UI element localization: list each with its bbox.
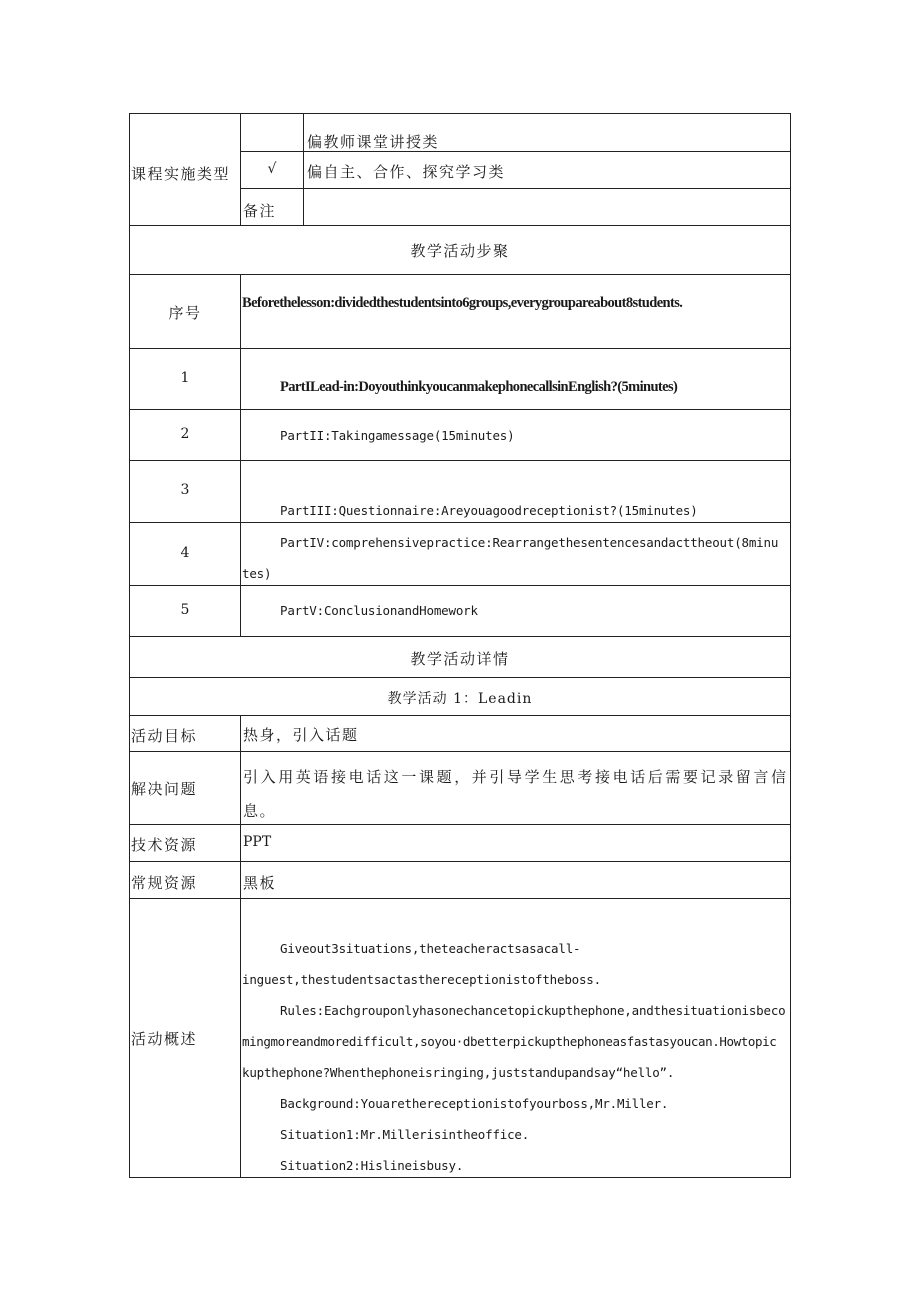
- step-5-number: 5: [180, 602, 190, 618]
- step-3-text: PartIII:Questionnaire:Areyouagoodreceptionist?(15minutes): [280, 503, 698, 518]
- regular-resource-label: 常规资源: [131, 874, 198, 892]
- table-border-left: [129, 113, 130, 1178]
- problem-value-line2: 息。: [243, 802, 277, 820]
- steps-intro: Beforethelesson:dividedthestudentsinto6groups,everygroupareabout8students.: [242, 295, 683, 311]
- goal-label: 活动目标: [131, 727, 198, 745]
- divider: [129, 274, 791, 275]
- problem-value-line1: 引入用英语接电话这一课题，并引导学生思考接电话后需要记录留言信: [243, 768, 789, 786]
- overview-line: Situation2:Hislineisbusy.: [280, 1158, 464, 1173]
- overview-line: Situation1:Mr.Millerisintheoffice.: [280, 1127, 530, 1142]
- remark-label: 备注: [243, 202, 277, 220]
- step-2-text: PartII:Takingamessage(15minutes): [280, 428, 515, 443]
- tech-resource-label: 技术资源: [131, 836, 198, 854]
- overview-line: inguest,thestudentsactasthereceptionistoftheboss.: [242, 972, 601, 987]
- divider: [129, 460, 791, 461]
- option-2-checkmark: √: [267, 161, 277, 177]
- divider: [240, 274, 241, 636]
- step-1-text: PartILead-in:DoyouthinkyoucanmakephonecallsinEnglish?(5minutes): [280, 379, 678, 395]
- divider: [129, 225, 791, 226]
- overview-line: mingmoreandmoredifficult,soyou·dbetterpickupthephoneasfastasyoucan.Howtopic: [242, 1034, 777, 1049]
- option-2-text: 偏自主、合作、探究学习类: [307, 163, 506, 181]
- tech-resource-value: PPT: [243, 834, 272, 850]
- problem-label: 解决问题: [131, 780, 198, 798]
- divider: [129, 522, 791, 523]
- divider: [129, 348, 791, 349]
- overview-line: Background:Youarethereceptionistofyourboss,Mr.Miller.: [280, 1096, 669, 1111]
- goal-value: 热身，引入话题: [243, 726, 359, 744]
- divider: [129, 861, 791, 862]
- overview-line: kupthephone?Whenthephoneisringing,juststandupandsay“hello”.: [242, 1065, 675, 1080]
- step-4-text-line1: PartIV:comprehensivepractice:Rearrangethesentencesandacttheout(8minu: [280, 535, 779, 550]
- regular-resource-value: 黑板: [243, 874, 277, 892]
- divider: [129, 751, 791, 752]
- table-border-right: [790, 113, 791, 1178]
- divider: [129, 715, 791, 716]
- step-4-text-line2: tes): [242, 566, 272, 581]
- divider: [129, 585, 791, 586]
- divider: [240, 715, 241, 1178]
- step-1-number: 1: [180, 370, 190, 386]
- details-section-title: 教学活动详情: [410, 650, 510, 668]
- divider: [129, 409, 791, 410]
- activity-title: 教学活动 1：Leadin: [387, 691, 533, 707]
- overview-label: 活动概述: [131, 1030, 198, 1048]
- step-3-number: 3: [180, 482, 190, 498]
- steps-section-title: 教学活动步聚: [410, 242, 510, 260]
- number-header: 序号: [168, 304, 202, 322]
- overview-line: Giveout3situations,theteacheractsasacall-: [280, 941, 581, 956]
- table-border-bottom: [129, 1177, 791, 1178]
- divider: [129, 898, 791, 899]
- overview-line: Rules:Eachgrouponlyhasonechancetopickupthephone,andthesituationisbeco: [280, 1003, 786, 1018]
- divider: [129, 677, 791, 678]
- option-1-text: 偏教师课堂讲授类: [307, 133, 440, 151]
- divider: [303, 113, 304, 225]
- table-border-top: [129, 113, 791, 114]
- step-4-number: 4: [180, 545, 190, 561]
- course-type-label: 课程实施类型: [131, 165, 231, 183]
- step-2-number: 2: [180, 426, 190, 442]
- divider: [129, 824, 791, 825]
- step-5-text: PartV:ConclusionandHomework: [280, 603, 478, 618]
- divider: [129, 636, 791, 637]
- divider: [240, 188, 791, 189]
